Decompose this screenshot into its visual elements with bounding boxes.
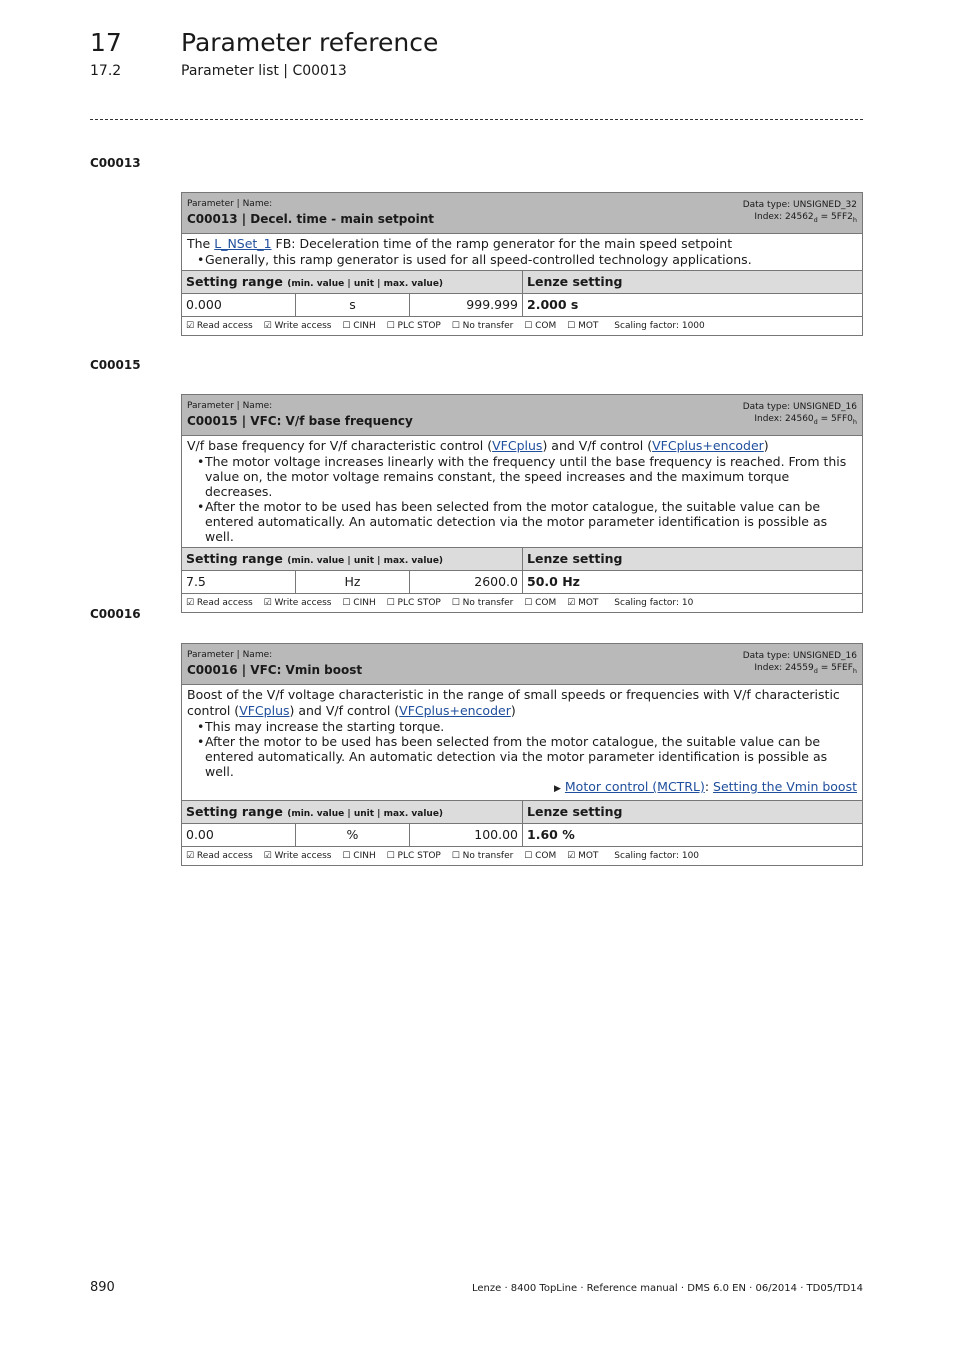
flag-read-access: ☑ Read access (186, 851, 253, 861)
range-values (182, 824, 862, 847)
access-flags (182, 317, 862, 335)
bullet-item: • After the motor to be used has been selected from the motor catalogue, the suitable value can be entered automatically. An automatic detection via the motor parameter identification is possible as well. (197, 499, 828, 544)
document-info: Lenze · 8400 TopLine · Reference manual · DMS 6.0 EN · 06/2014 · TD05/TD14 (471, 1283, 863, 1294)
flag-no-transfer: ☐ No transfer (451, 598, 514, 608)
range-values (182, 294, 862, 317)
param-datatype (743, 199, 857, 226)
flag-mot: ☑ MOT (567, 851, 599, 861)
param-header-label: Parameter | Name: (187, 401, 273, 411)
unit: Hz (296, 571, 410, 593)
index: Index: $24562_d = 5FF2_h$ (754, 212, 857, 224)
anchor-c00016: C00016 (90, 607, 141, 621)
param-header-label: Parameter | Name: (187, 650, 273, 660)
bullet-item: • This may increase the starting torque. (197, 719, 445, 734)
unit: % (296, 824, 410, 846)
lenze-setting-value: 50.0 Hz (527, 574, 580, 589)
description-text: The L_NSet_1 FB: Deceleration time of the ramp generator for the main speed setpoint (187, 236, 733, 251)
flag-write-access: ☑ Write access (263, 598, 332, 608)
flag-mot: ☑ MOT (567, 598, 599, 608)
param-datatype (743, 650, 857, 677)
param-header (182, 644, 862, 685)
lenze-setting-label: Lenze setting (527, 551, 623, 566)
index: Index: $24559_d = 5FEF_h$ (754, 663, 857, 675)
range-hint: (min. value | unit | max. value) (287, 556, 444, 566)
flag-plc-stop: ☐ PLC STOP (386, 598, 441, 608)
max-value: 999.999 (410, 294, 523, 316)
setting-range-label: Setting range (186, 804, 283, 819)
flag-plc-stop: ☐ PLC STOP (386, 851, 441, 861)
lenze-setting-value: 1.60 % (527, 827, 575, 842)
data-type: Data type: UNSIGNED_32 (742, 200, 857, 210)
link-l-nset-1[interactable]: L_NSet_1 (214, 236, 272, 251)
min-value: 7.5 (182, 571, 296, 593)
data-type: Data type: UNSIGNED_16 (742, 402, 857, 412)
access-flags (182, 847, 862, 865)
param-datatype (743, 401, 857, 428)
flag-com: ☐ COM (524, 321, 557, 331)
range-header (182, 548, 862, 571)
param-table-c00015 (181, 394, 863, 613)
param-description (182, 436, 862, 548)
range-hint: (min. value | unit | max. value) (287, 279, 444, 289)
flag-write-access: ☑ Write access (263, 851, 332, 861)
flag-read-access: ☑ Read access (186, 598, 253, 608)
param-name: C00015 | VFC: V/f base frequency (187, 414, 413, 428)
param-header (182, 395, 862, 436)
section-number: 17.2 (90, 63, 122, 79)
range-header (182, 271, 862, 294)
min-value: 0.00 (182, 824, 296, 846)
index: Index: $24560_d = 5FF0_h$ (754, 414, 857, 426)
lenze-setting-value: 2.000 s (527, 297, 579, 312)
flag-cinh: ☐ CINH (342, 851, 376, 861)
param-header-label: Parameter | Name: (187, 199, 273, 209)
min-value: 0.000 (182, 294, 296, 316)
chapter-number: 17 (90, 28, 122, 57)
param-name: C00016 | VFC: Vmin boost (187, 663, 363, 677)
flag-cinh: ☐ CINH (342, 321, 376, 331)
range-values (182, 571, 862, 594)
link-vfcplus-encoder[interactable]: VFCplus+encoder (399, 703, 511, 718)
flag-com: ☐ COM (524, 851, 557, 861)
setting-range-label: Setting range (186, 274, 283, 289)
param-table-c00016 (181, 643, 863, 866)
cross-reference: ▶ Motor control (MCTRL): Setting the Vmin boost (553, 779, 857, 794)
section-title: Parameter list | C00013 (181, 63, 347, 79)
link-setting-vmin-boost[interactable]: Setting the Vmin boost (713, 779, 857, 794)
max-value: 2600.0 (410, 571, 523, 593)
link-vfcplus[interactable]: VFCplus (239, 703, 290, 718)
link-motor-control[interactable]: Motor control (MCTRL) (564, 779, 705, 794)
range-header (182, 801, 862, 824)
description-text: V/f base frequency for V/f characteristic control (VFCplus) and V/f control (VFCplus+encoder) (187, 438, 769, 453)
data-type: Data type: UNSIGNED_16 (742, 651, 857, 661)
link-vfcplus[interactable]: VFCplus (492, 438, 543, 453)
setting-range-label: Setting range (186, 551, 283, 566)
flag-cinh: ☐ CINH (342, 598, 376, 608)
lenze-setting-label: Lenze setting (527, 274, 623, 289)
page-number: 890 (90, 1280, 115, 1295)
bullet-item: • The motor voltage increases linearly with the frequency until the base frequency is reached. From this value on, the motor voltage remains constant, the speed increases and the maximum torque decreases. (197, 454, 847, 499)
flag-plc-stop: ☐ PLC STOP (386, 321, 441, 331)
range-hint: (min. value | unit | max. value) (287, 809, 444, 819)
bullet-item: • Generally, this ramp generator is used for all speed-controlled technology applications. (197, 252, 752, 267)
anchor-c00013: C00013 (90, 156, 141, 170)
flag-no-transfer: ☐ No transfer (451, 321, 514, 331)
max-value: 100.00 (410, 824, 523, 846)
link-vfcplus-encoder[interactable]: VFCplus+encoder (652, 438, 764, 453)
param-description (182, 234, 862, 271)
param-description (182, 685, 862, 801)
header-divider (90, 119, 863, 120)
chapter-title: Parameter reference (181, 28, 439, 57)
unit: s (296, 294, 410, 316)
flag-com: ☐ COM (524, 598, 557, 608)
triangle-right-icon: ▶ (553, 784, 561, 794)
param-name: C00013 | Decel. time - main setpoint (187, 212, 435, 226)
param-header (182, 193, 862, 234)
flag-no-transfer: ☐ No transfer (451, 851, 514, 861)
param-table-c00013 (181, 192, 863, 336)
flag-write-access: ☑ Write access (263, 321, 332, 331)
scaling-factor: Scaling factor: 100 (614, 851, 700, 861)
flag-read-access: ☑ Read access (186, 321, 253, 331)
bullet-item: • After the motor to be used has been selected from the motor catalogue, the suitable value can be entered automatically. An automatic detection via the motor parameter identification is possible as well. (197, 734, 828, 779)
access-flags (182, 594, 862, 612)
description-text: Boost of the V/f voltage characteristic in the range of small speeds or frequencies with V/f characteristic control (VFCplus) and V/f control (VFCplus+encoder) (187, 687, 840, 718)
anchor-c00015: C00015 (90, 358, 141, 372)
lenze-setting-label: Lenze setting (527, 804, 623, 819)
scaling-factor: Scaling factor: 1000 (614, 321, 705, 331)
flag-mot: ☐ MOT (567, 321, 599, 331)
scaling-factor: Scaling factor: 10 (614, 598, 694, 608)
